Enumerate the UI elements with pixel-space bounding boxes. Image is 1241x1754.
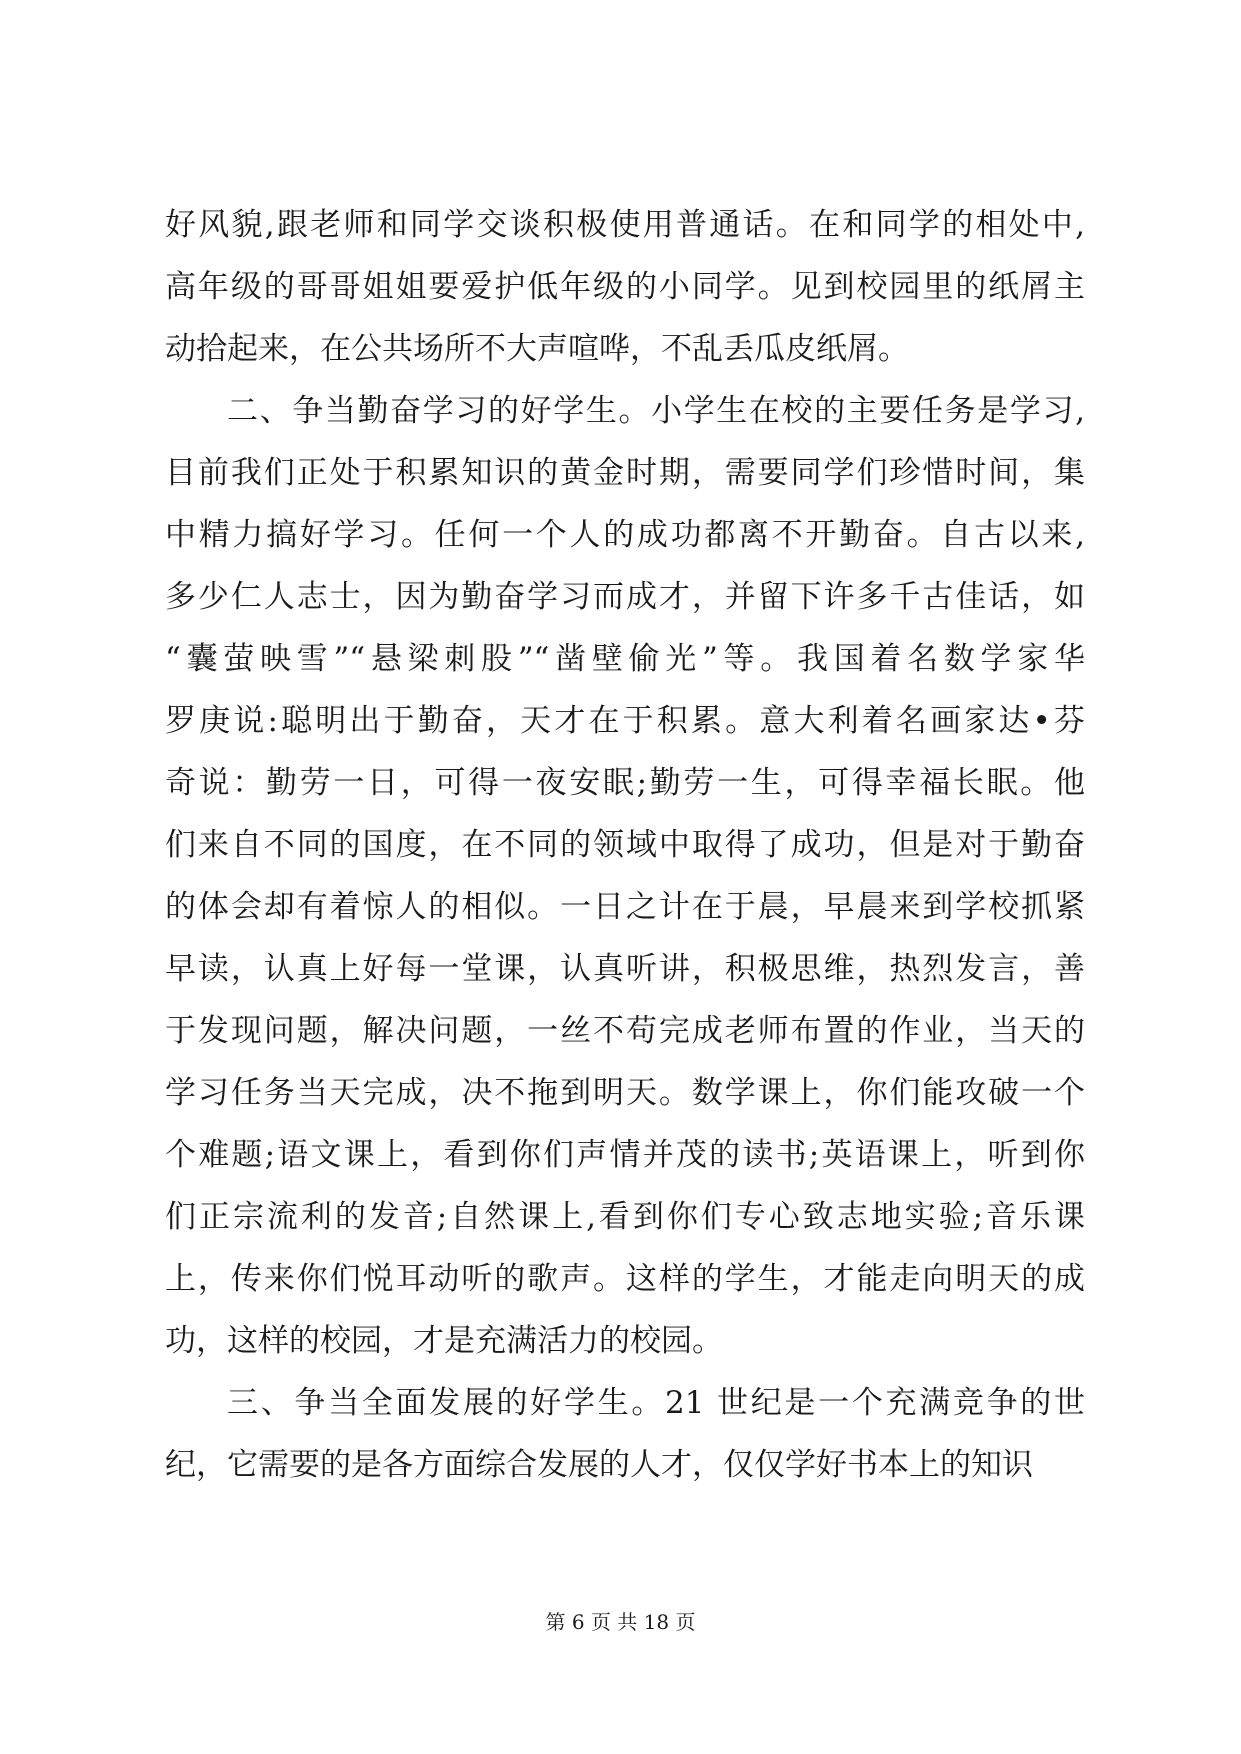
page-footer: 第 6 页 共 18 页	[545, 1610, 696, 1634]
text-line: 动拾起来，在公共场所不大声喧哗，不乱丢瓜皮纸屑。	[165, 331, 909, 367]
text-line: 早读，认真上好每一堂课，认真听讲，积极思维，热烈发言，善	[165, 951, 1085, 987]
text-line: 纪，它需要的是各方面综合发展的人才，仅仅学好书本上的知识	[165, 1447, 1033, 1483]
body-text	[165, 194, 1085, 1496]
text-line: 学习任务当天完成，决不拖到明天。数学课上，你们能攻破一个	[165, 1075, 1085, 1111]
text-line: 目前我们正处于积累知识的黄金时期，需要同学们珍惜时间，集	[165, 455, 1085, 491]
text-line: 功，这样的校园，才是充满活力的校园。	[165, 1323, 723, 1359]
text-line: 三、争当全面发展的好学生。21 世纪是一个充满竞争的世	[227, 1385, 1085, 1421]
text-line: 多少仁人志士，因为勤奋学习而成才，并留下许多千古佳话，如	[165, 579, 1085, 615]
text-line: 罗庚说:聪明出于勤奋，天才在于积累。意大利着名画家达•芬	[165, 703, 1085, 739]
text-line: 奇说：勤劳一日，可得一夜安眠;勤劳一生，可得幸福长眠。他	[165, 765, 1085, 801]
text-line: 们正宗流利的发音;自然课上,看到你们专心致志地实验;音乐课	[165, 1199, 1085, 1235]
text-line: 高年级的哥哥姐姐要爱护低年级的小同学。见到校园里的纸屑主	[165, 269, 1085, 305]
text-line: 中精力搞好学习。任何一个人的成功都离不开勤奋。自古以来,	[165, 517, 1085, 553]
text-line: 上，传来你们悦耳动听的歌声。这样的学生，才能走向明天的成	[165, 1261, 1085, 1297]
text-line: 们来自不同的国度，在不同的领域中取得了成功，但是对于勤奋	[165, 827, 1085, 863]
text-line: 好风貌,跟老师和同学交谈积极使用普通话。在和同学的相处中,	[165, 207, 1085, 243]
text-line: 的体会却有着惊人的相似。一日之计在于晨，早晨来到学校抓紧	[165, 889, 1085, 925]
paragraph	[165, 380, 1085, 1372]
text-line: 个难题;语文课上，看到你们声情并茂的读书;英语课上，听到你	[165, 1137, 1085, 1173]
text-line: 于发现问题，解决问题，一丝不苟完成老师布置的作业，当天的	[165, 1013, 1085, 1049]
paragraph	[165, 194, 1085, 380]
paragraph	[165, 1372, 1085, 1496]
text-line: “囊萤映雪”“悬梁刺股”“凿壁偷光”等。我国着名数学家华	[165, 641, 1085, 677]
text-line: 二、争当勤奋学习的好学生。小学生在校的主要任务是学习,	[227, 393, 1085, 429]
